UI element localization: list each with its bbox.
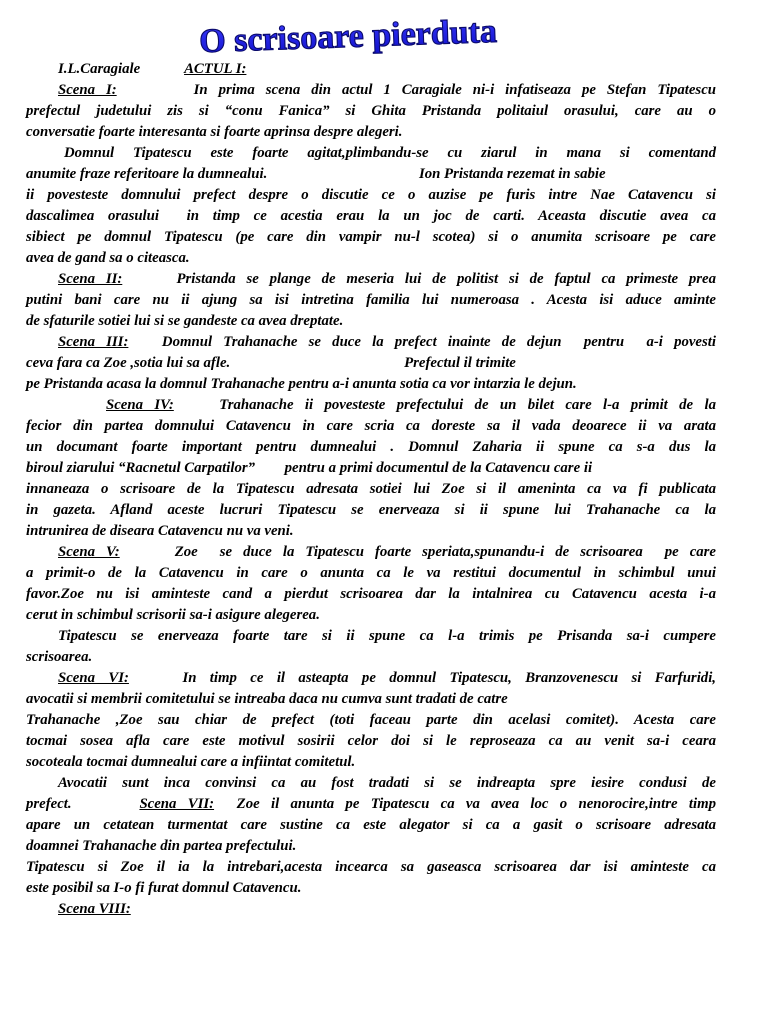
line-text: In prima scena din actul 1 Caragiale ni-i infatiseaza pe Stefan Tipatescu	[116, 82, 716, 98]
text-line	[26, 164, 716, 185]
text-line	[26, 143, 716, 164]
scene-heading: ACTUL I:	[184, 61, 247, 77]
scene-heading: Scena VIII:	[58, 901, 131, 917]
line-text: in gazeta. Afland aceste lucruri Tipatescu se enerveaza si ii spune lui Trahanache ca la	[26, 502, 716, 518]
line-text: apare un cetatean turmentat care sustine ca este alegator si ca a gasit o scrisoare adresata	[26, 817, 716, 833]
text-line	[26, 59, 716, 80]
line-text: avocatii si membrii comitetului se intreaba daca nu cumva sunt tradati de catre	[26, 691, 508, 707]
text-line	[26, 899, 716, 920]
line-text: Domnul Tipatescu este foarte agitat,plimbandu-se cu ziarul in mana si comentand	[64, 145, 716, 161]
text-line	[26, 353, 716, 374]
line-text: biroul ziarului “Racnetul Carpatilor” pentru a primi documentul de la Catavencu care ii	[26, 460, 593, 476]
text-line	[26, 458, 716, 479]
text-line	[26, 794, 716, 815]
line-text: dascalimea orasului in timp ce acestia erau la un joc de carti. Aceasta discutie avea ca	[26, 208, 716, 224]
scene-heading: Scena VI:	[58, 670, 129, 686]
line-text: Trahanache ii povesteste prefectului de un bilet care l-a primit de la	[173, 397, 716, 413]
text-line	[26, 668, 716, 689]
text-line	[26, 248, 716, 269]
text-line	[26, 80, 716, 101]
scene-heading: Scena VII:	[139, 796, 215, 812]
document-title: O scrisoare pierduta	[198, 12, 498, 60]
line-text: Domnul Trahanache se duce la prefect inainte de dejun pentru a-i povesti	[128, 334, 716, 350]
line-text: innaneaza o scrisoare de la Tipatescu adresata sotiei lui Zoe si il ameninta ca va fi publicata	[26, 481, 716, 497]
line-text: sibiect pe domnul Tipatescu (pe care din vampir nu-l scotea) si o anumita scrisoare pe care	[26, 229, 716, 245]
line-text: Tipatescu se enerveaza foarte tare si ii spune ca l-a trimis pe Prisanda sa-i cumpere	[58, 628, 716, 644]
line-text: I.L.Caragiale	[58, 61, 141, 77]
text-line	[26, 227, 716, 248]
text-line	[26, 773, 716, 794]
text-line	[26, 500, 716, 521]
line-text: In timp ce il asteapta pe domnul Tipatescu, Branzovenescu si Farfuridi,	[128, 670, 717, 686]
text-line	[26, 311, 716, 332]
text-line	[26, 521, 716, 542]
line-text: socoteala tocmai dumnealui care a infiintat comitetul.	[26, 754, 356, 770]
scene-heading: Scena I:	[58, 82, 117, 98]
line-text: Pristanda se plange de meseria lui de politist si de faptul ca primeste prea	[122, 271, 717, 287]
document-body	[26, 59, 716, 920]
text-line	[26, 416, 716, 437]
text-line	[26, 584, 716, 605]
line-text: de sfaturile sotiei lui si se gandeste ca avea dreptate.	[26, 313, 344, 329]
line-text: Zoe se duce la Tipatescu foarte speriata,spunandu-i de scrisoarea pe care	[119, 544, 717, 560]
line-text	[140, 61, 184, 77]
line-text: pe Pristanda acasa la domnul Trahanache pentru a-i anunta sotia ca vor intarzia le dejun.	[26, 376, 577, 392]
line-text: avea de gand sa o citeasca.	[26, 250, 190, 266]
line-text: tocmai sosea afla care este motivul sosirii celor doi si le reproseaza ca au venit sa-i ceara	[26, 733, 716, 749]
line-text: un documant foarte important pentru dumnealui . Domnul Zaharia ii spune ca s-a dus la	[26, 439, 716, 455]
line-text: intrunirea de diseara Catavencu nu va veni.	[26, 523, 294, 539]
line-text: fecior din partea domnului Catavencu in care scria ca doreste sa il vada deoarece ii va arata	[26, 418, 716, 434]
line-text: prefect.	[26, 796, 140, 812]
text-line	[26, 101, 716, 122]
line-text: cerut in schimbul scrisorii sa-i asigure alegerea.	[26, 607, 320, 623]
text-line	[26, 626, 716, 647]
title-wordart	[178, 10, 518, 60]
line-text: ii povesteste domnului prefect despre o discutie ce o auzise pe furis intre Nae Catavencu si	[26, 187, 716, 203]
text-line	[26, 374, 716, 395]
line-text: favor.Zoe nu isi aminteste cand a pierdut scrisoarea dar la intalnirea cu Catavencu acesta i-a	[26, 586, 716, 602]
text-line	[26, 290, 716, 311]
text-line	[26, 857, 716, 878]
text-line	[26, 710, 716, 731]
line-text: prefectul judetului zis si “conu Fanica” si Ghita Pristanda politaiul orasului, care au o	[26, 103, 716, 119]
text-line	[26, 185, 716, 206]
scene-heading: Scena V:	[58, 544, 120, 560]
line-text: Avocatii sunt inca convinsi ca au fost tradati si se indreapta spre iesire condusi de	[58, 775, 716, 791]
line-text: Zoe il anunta pe Tipatescu ca va avea loc o nenorocire,intre timp	[214, 796, 716, 812]
line-text: anumite fraze referitoare la dumnealui. Ion Pristanda rezemat in sabie	[26, 166, 606, 182]
line-text: Trahanache ,Zoe sau chiar de prefect (toti faceau parte din acelasi comitet). Acesta care	[26, 712, 716, 728]
text-line	[26, 731, 716, 752]
line-text: este posibil sa I-o fi furat domnul Catavencu.	[26, 880, 302, 896]
text-line	[26, 395, 716, 416]
text-line	[26, 206, 716, 227]
line-text: a primit-o de la Catavencu in care o anunta ca le va restitui documentul in schimbul unui	[26, 565, 716, 581]
text-line	[26, 689, 716, 710]
text-line	[26, 542, 716, 563]
scene-heading: Scena IV:	[106, 397, 174, 413]
text-line	[26, 269, 716, 290]
line-text: scrisoarea.	[26, 649, 93, 665]
text-line	[26, 437, 716, 458]
text-line	[26, 479, 716, 500]
line-text: conversatie foarte interesanta si foarte aprinsa despre alegeri.	[26, 124, 403, 140]
text-line	[26, 332, 716, 353]
line-text: Tipatescu si Zoe il ia la intrebari,acesta incearca sa gaseasca scrisoarea dar isi aminteste ca	[26, 859, 716, 875]
text-line	[26, 836, 716, 857]
scene-heading: Scena III:	[58, 334, 129, 350]
scene-heading: Scena II:	[58, 271, 123, 287]
text-line	[26, 605, 716, 626]
text-line	[26, 122, 716, 143]
text-line	[26, 563, 716, 584]
text-line	[26, 815, 716, 836]
line-text: putini bani care nu ii ajung sa isi intretina familia lui numeroasa . Acesta isi aduce aminte	[26, 292, 716, 308]
text-line	[26, 878, 716, 899]
line-text: doamnei Trahanache din partea prefectului.	[26, 838, 297, 854]
line-text: ceva fara ca Zoe ,sotia lui sa afle. Prefectul il trimite	[26, 355, 516, 371]
text-line	[26, 647, 716, 668]
text-line	[26, 752, 716, 773]
